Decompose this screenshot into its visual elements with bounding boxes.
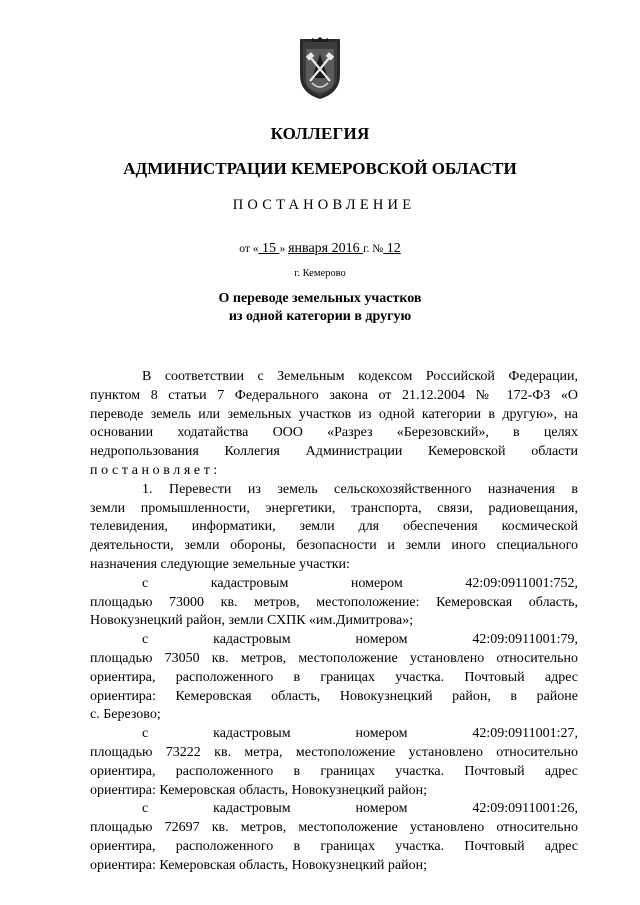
body-line: земли промышленности, энергетики, транспорта, связи, радиовещания, [90, 500, 578, 516]
coat-of-arms-icon [297, 37, 343, 101]
city-label: г. Кемерово [294, 268, 346, 279]
year-suffix: г. [363, 243, 370, 255]
body-line: назначения следующие земельные участки: [90, 556, 350, 572]
body-line: с кадастровым номером 42:09:0911001:26, [142, 801, 578, 817]
body-line: площадью 73000 кв. метров, местоположение: Кемеровская область, [90, 594, 578, 610]
body-line: ориентира, расположенного в границах участка. Почтовый адрес [90, 669, 578, 685]
body-line: ориентира: Кемеровская область, Новокузнецкий район, в районе [90, 688, 578, 704]
body-line: площадью 73222 кв. метра, местоположение установлено относительно [90, 744, 578, 760]
date-month-year: января 2016 [288, 241, 364, 256]
body-line: Новокузнецкий район, земли СХПК «им.Димитрова»; [90, 613, 414, 629]
document-date-number [0, 241, 640, 257]
body-line: ориентира: Кемеровская область, Новокузнецкий район; [90, 857, 428, 873]
subject-line-1: О переводе земельных участков [218, 291, 422, 306]
body-line: ориентира, расположенного в границах участка. Почтовый адрес [90, 763, 578, 779]
administration-title: АДМИНИСТРАЦИИ КЕМЕРОВСКОЙ ОБЛАСТИ [123, 159, 517, 178]
body-line: В соответствии с Земельным кодексом Российской Федерации, [142, 369, 578, 384]
date-day: 15 [258, 241, 280, 256]
body-line: телевидения, информатики, земли для обеспечения космической [90, 519, 578, 535]
body-line: с. Березово; [90, 707, 161, 723]
body-line: ориентира: Кемеровская область, Новокузнецкий район; [90, 782, 428, 798]
body-line: 1. Перевести из земель сельскохозяйственного назначения в [142, 481, 578, 497]
body-line: с кадастровым номером 42:09:0911001:752, [142, 575, 578, 591]
document-type: ПОСТАНОВЛЕНИЕ [232, 197, 416, 213]
document-subject [0, 290, 640, 326]
body-line: недропользования Коллегия Администрации Кемеровской области [90, 444, 578, 460]
body-line: площадью 73050 кв. метров, местоположение установлено относительно [90, 650, 578, 666]
body-line: переводе земель или земельных участков из одной категории в другую», на [90, 406, 578, 422]
body-line-resolves: постановляет: [90, 462, 221, 478]
document-number: 12 [383, 241, 401, 256]
date-separator: » [279, 243, 289, 255]
body-line: с кадастровым номером 42:09:0911001:79, [142, 632, 578, 648]
body-line: площадью 72697 кв. метров, местоположение установлено относительно [90, 820, 578, 836]
body-line: пунктом 8 статьи 7 Федерального закона от 21.12.2004 № 172-ФЗ «О [90, 387, 578, 403]
collegium-title: КОЛЛЕГИЯ [270, 124, 370, 143]
subject-line-2: из одной категории в другую [228, 309, 412, 324]
body-line: ориентира, расположенного в границах участка. Почтовый адрес [90, 838, 578, 854]
body-line: с кадастровым номером 42:09:0911001:27, [142, 726, 578, 742]
document-body [90, 368, 578, 876]
body-line: основании ходатайства ООО «Разрез «Березовский», в целях [90, 425, 578, 441]
number-label: № [369, 243, 384, 255]
body-line: деятельности, земли обороны, безопасности и земли иного специального [90, 538, 578, 554]
date-from-label: от « [239, 243, 259, 255]
